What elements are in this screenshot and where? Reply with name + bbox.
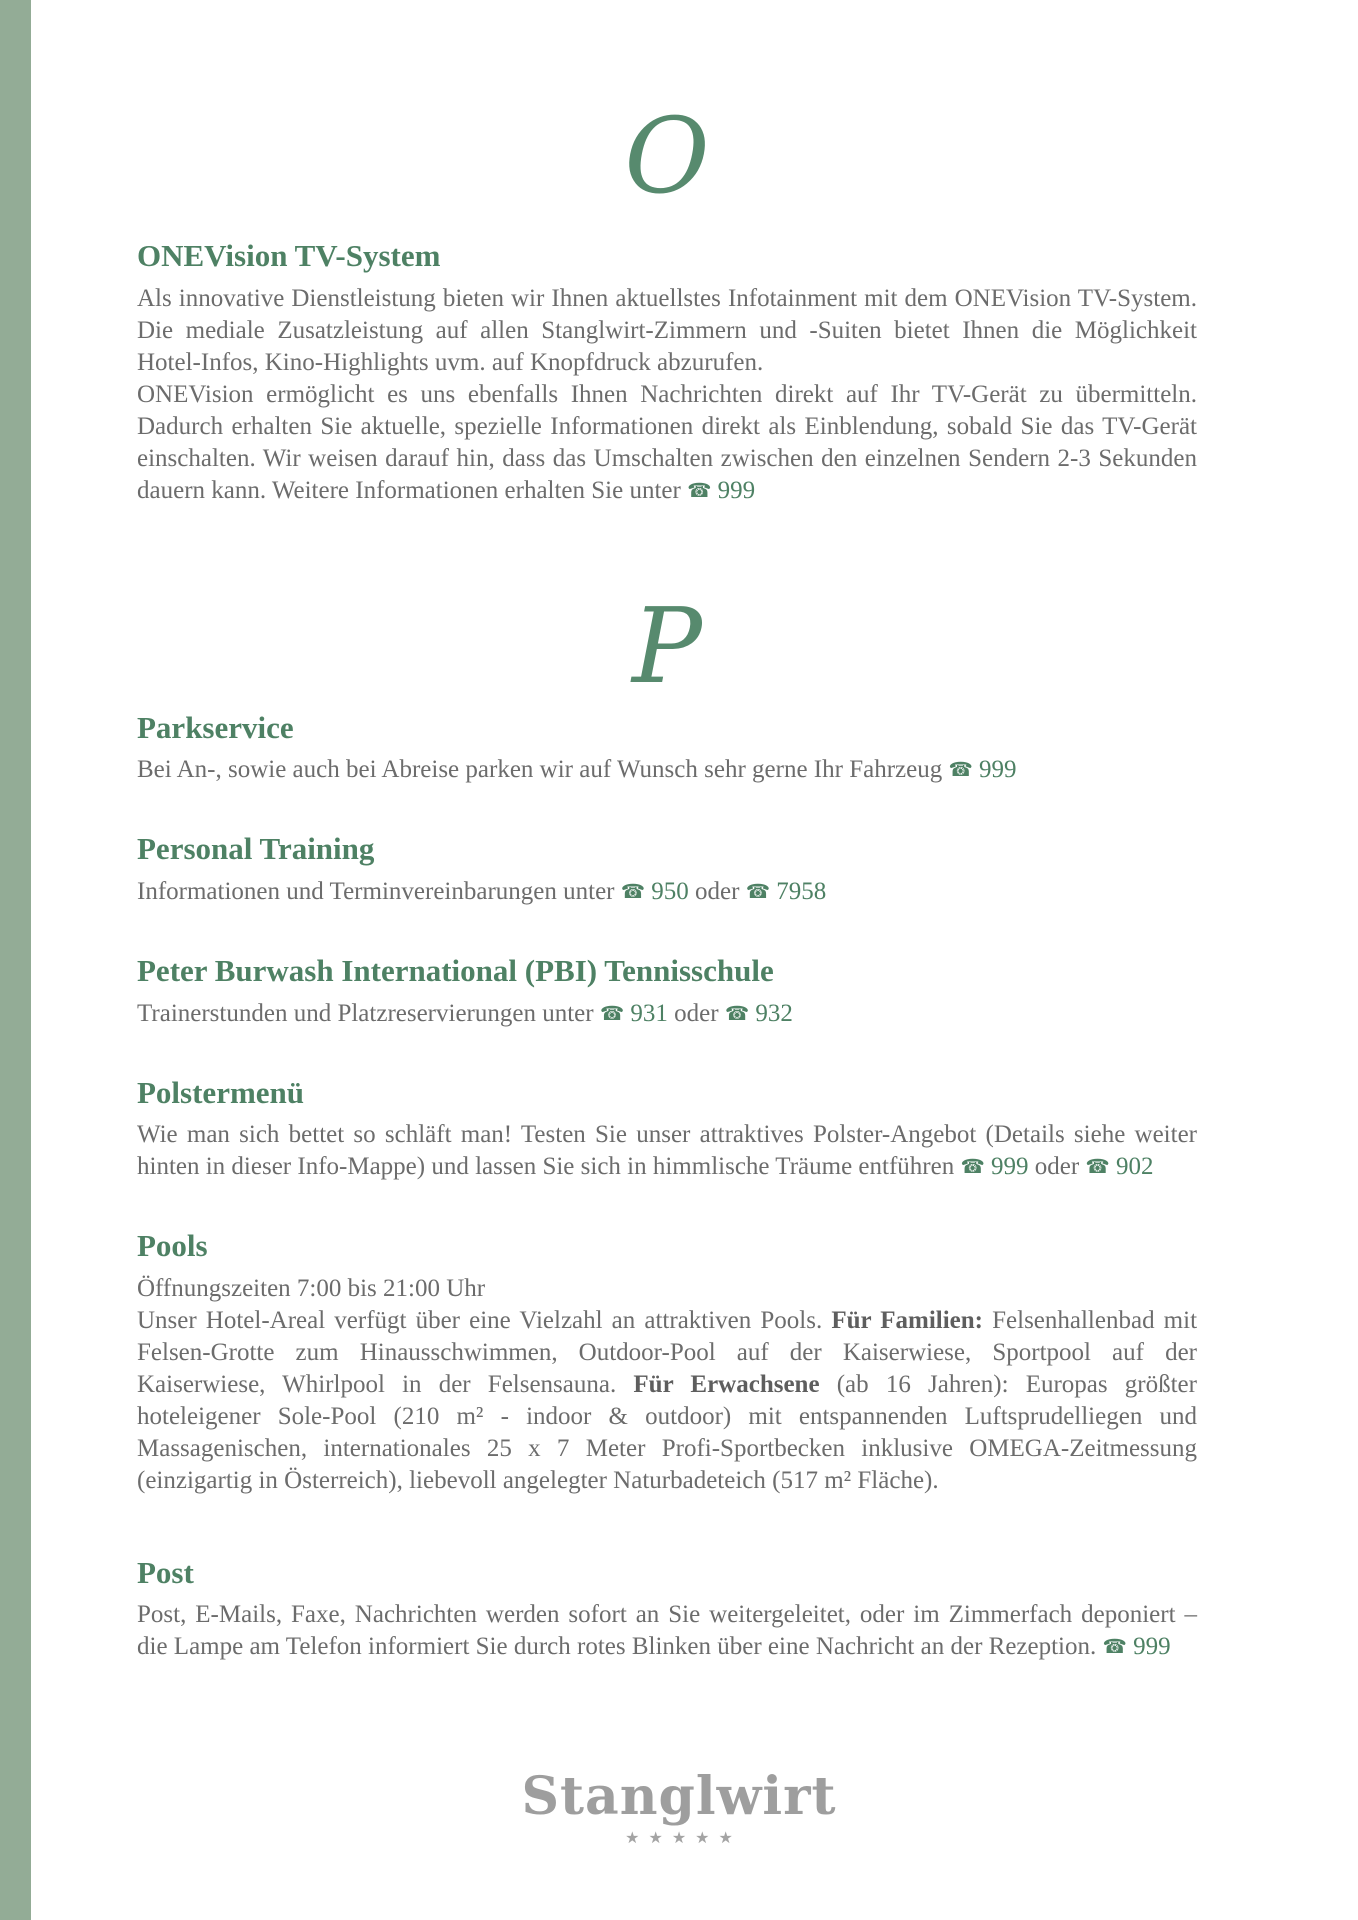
phone-extension: ☎ 902 (1085, 1153, 1154, 1181)
section-personal-training (137, 831, 1197, 909)
phone-extension: ☎ 999 (948, 756, 1017, 784)
section-onevision-tv-system (137, 238, 1197, 508)
phone-icon: ☎ (960, 1155, 985, 1179)
paragraph: Unser Hotel-Areal verfügt über eine Vielzahl an attraktiven Pools. Für Familien: Felsenhallenbad mit Felsen-Grotte zum Hinausschwimmen, Outdoor-Pool auf der Kaiserwiese, Sportpool auf der Kaiserwiese, Whirlpool in der Felsensauna. Für Erwachsene (ab 16 Jahren): Europas größter hoteleigener Sole-Pool (210 m² - indoor & outdoor) mit entspannenden Luftsprudelliegen und Massagenischen, internationales 25 x 7 Meter Profi-Sportbecken inklusive OMEGA-Zeitmessung (einzigartig in Österreich), liebevoll angelegter Naturbadeteich (517 m² Fläche). (137, 1306, 1198, 1494)
bold-run: Für Familien: (831, 1306, 984, 1334)
section-heading: Personal Training (137, 831, 375, 867)
phone-extension: ☎ 931 (599, 999, 668, 1027)
paragraph: Trainerstunden und Platzreservierungen unter ☎ 931 oder ☎ 932 (137, 999, 793, 1027)
section-heading: Polstermenü (137, 1074, 305, 1110)
paragraph: Als innovative Dienstleistung bieten wir Ihnen aktuellstes Infotainment mit dem ONEVision TV-System. Die mediale Zusatzleistung auf allen Stanglwirt-Zimmern und -Suiten bietet Ihnen die Möglichkeit Hotel-Infos, Kino-Highlights uvm. auf Knopfdruck abzurufen. (137, 284, 1197, 376)
paragraph: Post, E-Mails, Faxe, Nachrichten werden sofort an Sie weitergeleitet, oder im Zimmerfach deponiert – die Lampe am Telefon informiert Sie durch rotes Blinken über eine Nachricht an der Rezeption. ☎ 999 (137, 1601, 1197, 1661)
phone-extension: ☎ 950 (620, 877, 689, 905)
paragraph: ONEVision ermöglicht es uns ebenfalls Ihnen Nachrichten direkt auf Ihr TV-Gerät zu übermitteln. Dadurch erhalten Sie aktuelle, spezielle Informationen direkt als Einblendung, sobald Sie das TV-Gerät einschalten. Wir weisen darauf hin, dass das Umschalten zwischen den einzelnen Sendern 2-3 Sekunden dauern kann. Weitere Informationen erhalten Sie unter ☎ 999 (137, 380, 1197, 504)
section-heading: Peter Burwash International (PBI) Tennisschule (137, 952, 774, 988)
phone-icon: ☎ (745, 879, 771, 903)
section-heading: Parkservice (137, 709, 294, 745)
section-heading: Pools (137, 1228, 208, 1264)
section-pools (137, 1228, 1197, 1497)
ornament-letter-o: O (624, 95, 710, 217)
phone-icon: ☎ (599, 1001, 625, 1025)
phone-icon: ☎ (687, 478, 712, 502)
phone-icon: ☎ (1085, 1155, 1110, 1179)
section-polstermenu (137, 1075, 1197, 1185)
phone-icon: ☎ (948, 758, 973, 782)
phone-icon: ☎ (620, 879, 646, 903)
stanglwirt-logo: Stanglwirt (521, 1766, 837, 1827)
phone-icon: ☎ (724, 1001, 750, 1025)
section-heading: Post (137, 1554, 194, 1590)
section-heading: ONEVision TV-System (137, 238, 441, 273)
phone-extension: ☎ 999 (687, 476, 756, 504)
page-content (137, 0, 1197, 1664)
phone-extension: ☎ 999 (1102, 1633, 1171, 1661)
paragraph: Informationen und Terminvereinbarungen unter ☎ 950 oder ☎ 7958 (137, 877, 827, 905)
paragraph: Bei An-, sowie auch bei Abreise parken wir auf Wunsch sehr gerne Ihr Fahrzeug ☎ 999 (137, 756, 1017, 784)
bold-run: Für Erwachsene (633, 1370, 820, 1398)
paragraph: Öffnungszeiten 7:00 bis 21:00 Uhr (137, 1274, 486, 1302)
phone-extension: ☎ 7958 (745, 877, 827, 905)
phone-icon: ☎ (1102, 1635, 1127, 1659)
phone-extension: ☎ 999 (960, 1153, 1029, 1181)
section-parkservice (137, 710, 1197, 788)
footer (0, 1768, 1358, 1847)
section-pbi-tennisschule (137, 953, 1197, 1031)
section-post (137, 1555, 1197, 1665)
phone-extension: ☎ 932 (724, 999, 793, 1027)
five-stars: ★★★★★ (625, 1828, 742, 1848)
sidebar-accent-bar (0, 0, 31, 1920)
paragraph: Wie man sich bettet so schläft man! Testen Sie unser attraktives Polster-Angebot (Details siehe weiter hinten in dieser Info-Mappe) und lassen Sie sich in himmlische Träume entführen ☎ 999 oder ☎ 902 (137, 1121, 1197, 1181)
ornament-letter-p: P (632, 584, 702, 707)
